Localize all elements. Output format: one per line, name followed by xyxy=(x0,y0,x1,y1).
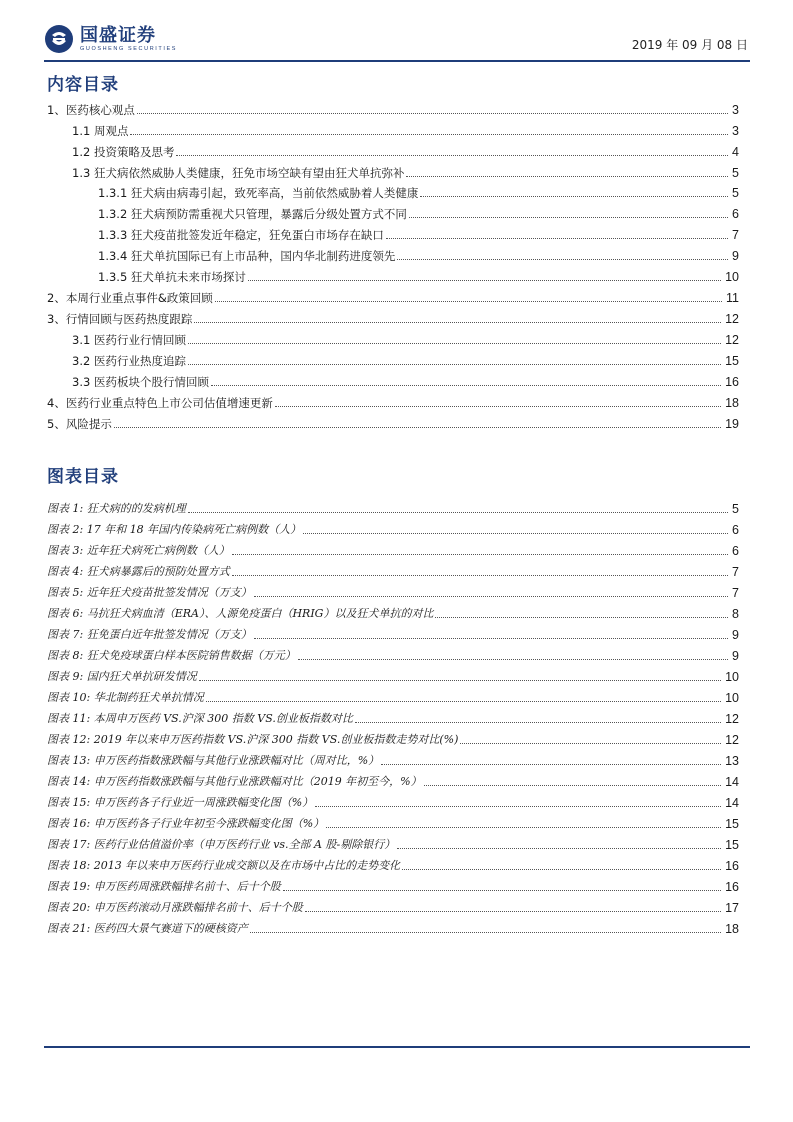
figure-entry[interactable]: 图表 9: 国内狂犬单抗研发情况 10 xyxy=(47,670,739,684)
toc-title: 内容目录 xyxy=(47,75,119,95)
figure-entry[interactable]: 图表 12: 2019 年以来申万医药指数 VS.沪深 300 指数 VS.创业板指数走势对比(%) 12 xyxy=(47,733,739,747)
toc-entry[interactable]: 1.1 周观点 3 xyxy=(72,124,739,138)
footer-divider xyxy=(44,1046,750,1048)
figure-entry[interactable]: 图表 8: 狂犬免疫球蛋白样本医院销售数据（万元） 9 xyxy=(47,649,739,663)
toc-entry[interactable]: 3.2 医药行业热度追踪 15 xyxy=(72,354,739,368)
figure-entry[interactable]: 图表 10: 华北制药狂犬单抗情况 10 xyxy=(47,691,739,705)
toc-entry[interactable]: 1、医药核心观点 3 xyxy=(47,103,739,117)
toc-entry[interactable]: 1.2 投资策略及思考 4 xyxy=(72,145,739,159)
company-logo xyxy=(44,24,177,54)
figure-entry[interactable]: 图表 5: 近年狂犬疫苗批签发情况（万支） 7 xyxy=(47,586,739,600)
toc-entry[interactable]: 2、本周行业重点事件&政策回顾 11 xyxy=(47,291,739,305)
toc-entry[interactable]: 3.1 医药行业行情回顾 12 xyxy=(72,333,739,347)
toc-entry[interactable]: 1.3 狂犬病依然威胁人类健康，狂免市场空缺有望由狂犬单抗弥补 5 xyxy=(72,166,739,180)
toc-entry[interactable]: 1.3.5 狂犬单抗未来市场探讨 10 xyxy=(98,270,739,284)
figure-entry[interactable]: 图表 7: 狂免蛋白近年批签发情况（万支） 9 xyxy=(47,628,739,642)
figure-entry[interactable]: 图表 19: 申万医药周涨跌幅排名前十、后十个股 16 xyxy=(47,880,739,894)
toc-entry[interactable]: 1.3.2 狂犬病预防需重视犬只管理，暴露后分级处置方式不同 6 xyxy=(98,207,739,221)
company-name-cn: 国盛证券 xyxy=(80,24,156,46)
figure-entry[interactable]: 图表 16: 申万医药各子行业年初至今涨跌幅变化图（%） 15 xyxy=(47,817,739,831)
figure-entry[interactable]: 图表 15: 申万医药各子行业近一周涨跌幅变化图（%） 14 xyxy=(47,796,739,810)
figure-entry[interactable]: 图表 14: 申万医药指数涨跌幅与其他行业涨跌幅对比（2019 年初至今，%） 14 xyxy=(47,775,739,789)
figure-entry[interactable]: 图表 3: 近年狂犬病死亡病例数（人） 6 xyxy=(47,544,739,558)
toc-entry[interactable]: 3.3 医药板块个股行情回顾 16 xyxy=(72,375,739,389)
toc-entry[interactable]: 1.3.1 狂犬病由病毒引起，致死率高，当前依然威胁着人类健康 5 xyxy=(98,186,739,200)
toc-entry[interactable]: 1.3.3 狂犬疫苗批签发近年稳定，狂免蛋白市场存在缺口 7 xyxy=(98,228,739,242)
figure-entry[interactable]: 图表 20: 申万医药滚动月涨跌幅排名前十、后十个股 17 xyxy=(47,901,739,915)
guosheng-logo-icon xyxy=(44,24,74,54)
figure-entry[interactable]: 图表 6: 马抗狂犬病血清（ERA）、人源免疫蛋白（HRIG）以及狂犬单抗的对比 8 xyxy=(47,607,739,621)
figure-entry[interactable]: 图表 17: 医药行业估值溢价率（申万医药行业 vs.全部 A 股-剔除银行） 15 xyxy=(47,838,739,852)
figure-entry[interactable]: 图表 4: 狂犬病暴露后的预防处置方式 7 xyxy=(47,565,739,579)
toc-entry[interactable]: 4、医药行业重点特色上市公司估值增速更新 18 xyxy=(47,396,739,410)
figure-entry[interactable]: 图表 2: 17 年和 18 年国内传染病死亡病例数（人） 6 xyxy=(47,523,739,537)
toc-entry[interactable]: 5、风险提示 19 xyxy=(47,417,739,431)
figures-title: 图表目录 xyxy=(47,467,119,487)
figure-entry[interactable]: 图表 18: 2013 年以来申万医药行业成交额以及在市场中占比的走势变化 16 xyxy=(47,859,739,873)
figure-entry[interactable]: 图表 1: 狂犬病的的发病机理 5 xyxy=(47,502,739,516)
company-name-en: GUOSHENG SECURITIES xyxy=(80,45,178,52)
header-divider xyxy=(44,60,750,62)
page-header xyxy=(44,20,750,60)
toc-entry[interactable]: 3、行情回顾与医药热度跟踪 12 xyxy=(47,312,739,326)
toc-entry[interactable]: 1.3.4 狂犬单抗国际已有上市品种，国内华北制药进度领先 9 xyxy=(98,249,739,263)
figure-entry[interactable]: 图表 13: 申万医药指数涨跌幅与其他行业涨跌幅对比（周对比，%） 13 xyxy=(47,754,739,768)
figure-entry[interactable]: 图表 11: 本周申万医药 VS.沪深 300 指数 VS.创业板指数对比 12 xyxy=(47,712,739,726)
figure-entry[interactable]: 图表 21: 医药四大景气赛道下的硬核资产 18 xyxy=(47,922,739,936)
report-date: 2019 年 09 月 08 日 xyxy=(631,38,748,52)
